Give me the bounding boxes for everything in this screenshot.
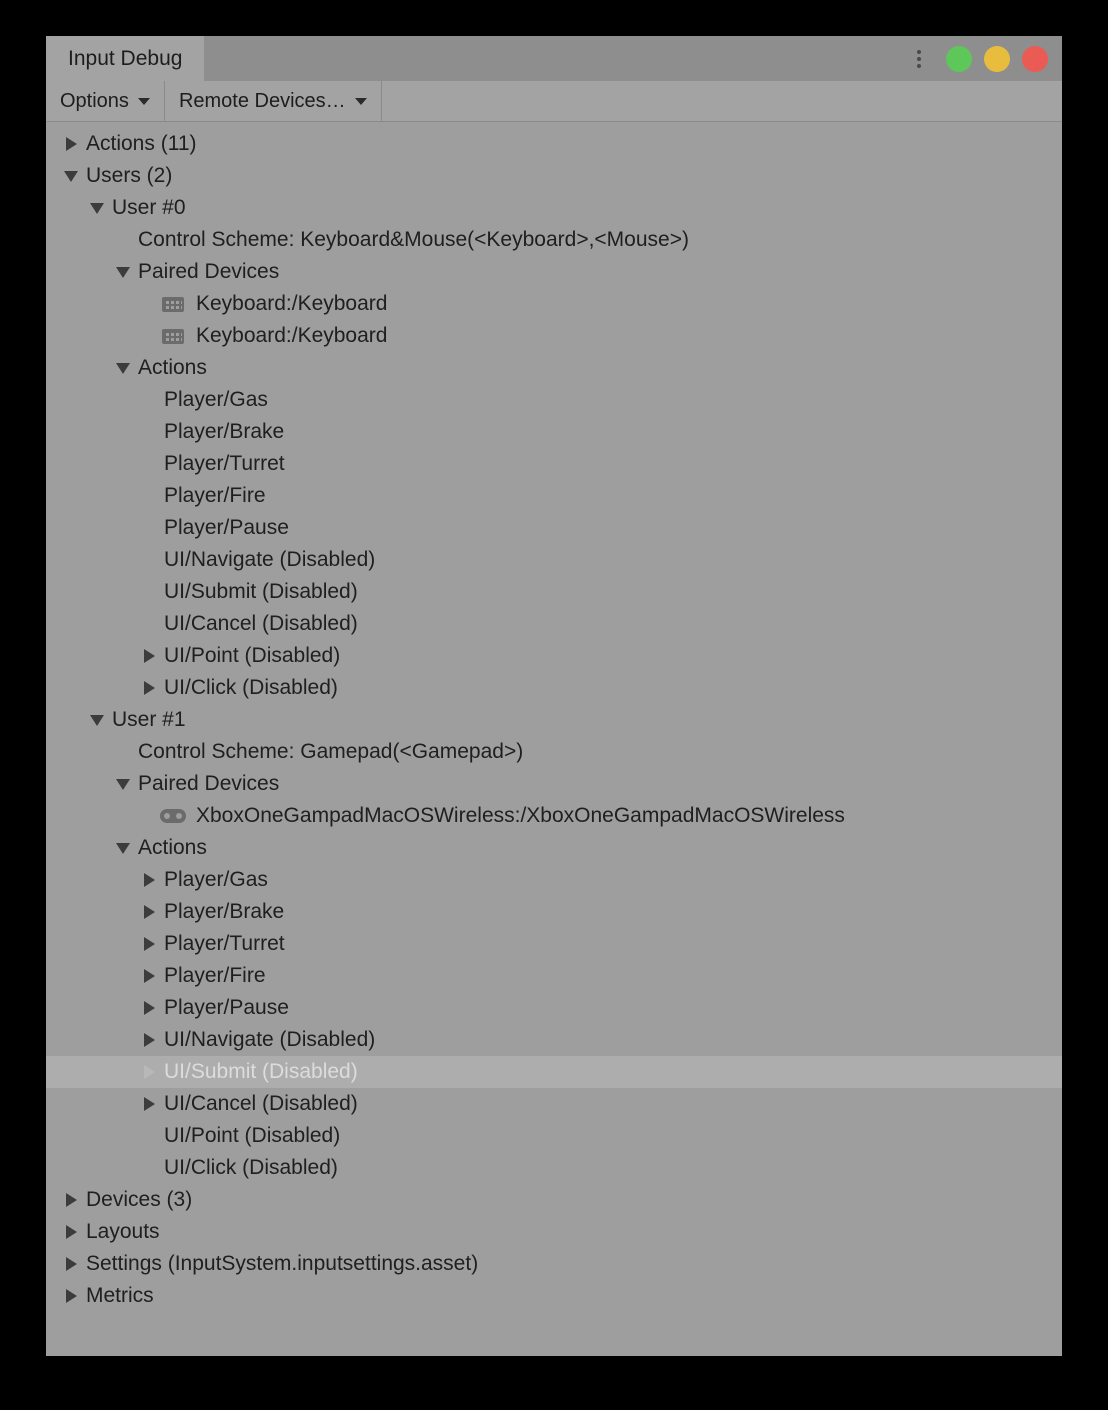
debug-tree[interactable]: [46, 122, 1062, 1356]
tree-row-label: Actions: [138, 836, 207, 859]
tree-row-label: Player/Brake: [164, 900, 285, 923]
chevron-down-icon[interactable]: [112, 256, 134, 288]
toolbar-filler: [382, 81, 1062, 121]
tree-row-label: UI/Navigate (Disabled): [164, 548, 376, 571]
window-controls: [910, 36, 1048, 81]
chevron-right-icon[interactable]: [138, 992, 160, 1024]
tree-row[interactable]: [46, 768, 1062, 800]
tree-row[interactable]: [46, 1152, 1062, 1184]
tree-row[interactable]: [46, 960, 1062, 992]
chevron-down-icon: [355, 98, 367, 105]
tree-row-label: Player/Pause: [164, 516, 289, 539]
tree-row[interactable]: [46, 864, 1062, 896]
tree-row-label: Player/Gas: [164, 388, 268, 411]
chevron-down-icon[interactable]: [112, 832, 134, 864]
tree-row[interactable]: [46, 1120, 1062, 1152]
tree-row-label: UI/Cancel (Disabled): [164, 1092, 358, 1115]
chevron-right-icon[interactable]: [60, 128, 82, 160]
remote-devices-menu-button[interactable]: [165, 81, 382, 121]
tree-row[interactable]: [46, 448, 1062, 480]
options-menu-button[interactable]: [46, 81, 165, 121]
tree-row-label: User #0: [112, 196, 186, 219]
tree-row-label: Player/Brake: [164, 420, 285, 443]
tree-row-label: Player/Gas: [164, 868, 268, 891]
chevron-right-icon[interactable]: [138, 640, 160, 672]
tree-row-label: Actions: [138, 356, 207, 379]
keyboard-icon: [160, 297, 186, 312]
close-button[interactable]: [1022, 46, 1048, 72]
tree-row-label: UI/Cancel (Disabled): [164, 612, 358, 635]
tree-row[interactable]: [46, 480, 1062, 512]
tree-row[interactable]: [46, 128, 1062, 160]
tree-row-label: UI/Click (Disabled): [164, 676, 338, 699]
chevron-down-icon[interactable]: [86, 704, 108, 736]
tree-row[interactable]: [46, 256, 1062, 288]
tree-row-label: Player/Fire: [164, 484, 266, 507]
tree-row-label: Users (2): [86, 164, 173, 187]
toolbar: [46, 81, 1062, 122]
chevron-right-icon[interactable]: [60, 1216, 82, 1248]
tree-row-label: Paired Devices: [138, 772, 280, 795]
chevron-down-icon[interactable]: [86, 192, 108, 224]
chevron-down-icon: [138, 98, 150, 105]
tree-row-label: Player/Turret: [164, 932, 285, 955]
chevron-right-icon[interactable]: [138, 1056, 160, 1088]
chevron-right-icon[interactable]: [138, 896, 160, 928]
tree-row-label: UI/Point (Disabled): [164, 644, 341, 667]
kebab-menu-icon[interactable]: [910, 46, 928, 72]
chevron-right-icon[interactable]: [138, 1088, 160, 1120]
tree-row[interactable]: [46, 416, 1062, 448]
tree-row[interactable]: [46, 1024, 1062, 1056]
keyboard-icon: [160, 329, 186, 344]
tree-row-label: User #1: [112, 708, 186, 731]
tree-row[interactable]: [46, 320, 1062, 352]
chevron-right-icon[interactable]: [60, 1184, 82, 1216]
tree-row-label: XboxOneGampadMacOSWireless:/XboxOneGampadMacOSWireless: [196, 804, 845, 827]
tree-row[interactable]: [46, 736, 1062, 768]
tree-row[interactable]: [46, 608, 1062, 640]
tree-row[interactable]: [46, 192, 1062, 224]
title-bar: [46, 36, 1062, 81]
tree-row[interactable]: [46, 1248, 1062, 1280]
remote-devices-label: Remote Devices…: [178, 89, 346, 112]
tree-row[interactable]: [46, 1088, 1062, 1120]
chevron-right-icon[interactable]: [138, 960, 160, 992]
tree-row[interactable]: [46, 224, 1062, 256]
tree-row[interactable]: [46, 576, 1062, 608]
chevron-down-icon[interactable]: [112, 352, 134, 384]
tree-row-label: Control Scheme: Keyboard&Mouse(<Keyboard>,<Mouse>): [138, 228, 689, 251]
tree-row-label: Layouts: [86, 1220, 160, 1243]
tree-row[interactable]: [46, 1216, 1062, 1248]
tree-row[interactable]: [46, 544, 1062, 576]
tree-row[interactable]: [46, 1056, 1062, 1088]
tree-row-label: Keyboard:/Keyboard: [196, 292, 388, 315]
tree-row[interactable]: [46, 672, 1062, 704]
tree-row-label: UI/Submit (Disabled): [164, 1060, 358, 1083]
tree-row[interactable]: [46, 928, 1062, 960]
tree-row[interactable]: [46, 896, 1062, 928]
zoom-button[interactable]: [946, 46, 972, 72]
input-debug-window: [46, 36, 1062, 1356]
tree-row[interactable]: [46, 160, 1062, 192]
chevron-down-icon[interactable]: [112, 768, 134, 800]
tree-row[interactable]: [46, 832, 1062, 864]
tree-row-label: Metrics: [86, 1284, 154, 1307]
tree-row-label: Player/Fire: [164, 964, 266, 987]
chevron-down-icon[interactable]: [60, 160, 82, 192]
chevron-right-icon[interactable]: [138, 672, 160, 704]
tree-row[interactable]: [46, 992, 1062, 1024]
tree-row[interactable]: [46, 1184, 1062, 1216]
tree-row-label: Player/Pause: [164, 996, 289, 1019]
tree-row-label: Settings (InputSystem.inputsettings.asset): [86, 1252, 479, 1275]
tree-row[interactable]: [46, 640, 1062, 672]
tree-row[interactable]: [46, 800, 1062, 832]
chevron-right-icon[interactable]: [138, 928, 160, 960]
tree-row-label: UI/Click (Disabled): [164, 1156, 338, 1179]
chevron-right-icon[interactable]: [138, 1024, 160, 1056]
tree-row[interactable]: [46, 704, 1062, 736]
tree-row-label: Devices (3): [86, 1188, 193, 1211]
tree-row-label: Player/Turret: [164, 452, 285, 475]
tree-row[interactable]: [46, 288, 1062, 320]
tree-row-label: Keyboard:/Keyboard: [196, 324, 388, 347]
tree-row[interactable]: [46, 1280, 1062, 1312]
tree-row-label: Paired Devices: [138, 260, 280, 283]
tab-label: Input Debug: [68, 46, 183, 70]
chevron-right-icon[interactable]: [60, 1280, 82, 1312]
tree-row-label: UI/Point (Disabled): [164, 1124, 341, 1147]
chevron-right-icon[interactable]: [60, 1248, 82, 1280]
tree-row-label: Actions (11): [86, 132, 197, 155]
chevron-right-icon[interactable]: [138, 864, 160, 896]
tree-row[interactable]: [46, 352, 1062, 384]
options-label: Options: [60, 89, 129, 112]
gamepad-icon: [160, 809, 186, 823]
tree-row[interactable]: [46, 512, 1062, 544]
tab-input-debug[interactable]: [46, 36, 204, 81]
tree-row-label: UI/Navigate (Disabled): [164, 1028, 376, 1051]
tree-row-label: UI/Submit (Disabled): [164, 580, 358, 603]
minimize-button[interactable]: [984, 46, 1010, 72]
tree-row-label: Control Scheme: Gamepad(<Gamepad>): [138, 740, 524, 763]
tree-row[interactable]: [46, 384, 1062, 416]
